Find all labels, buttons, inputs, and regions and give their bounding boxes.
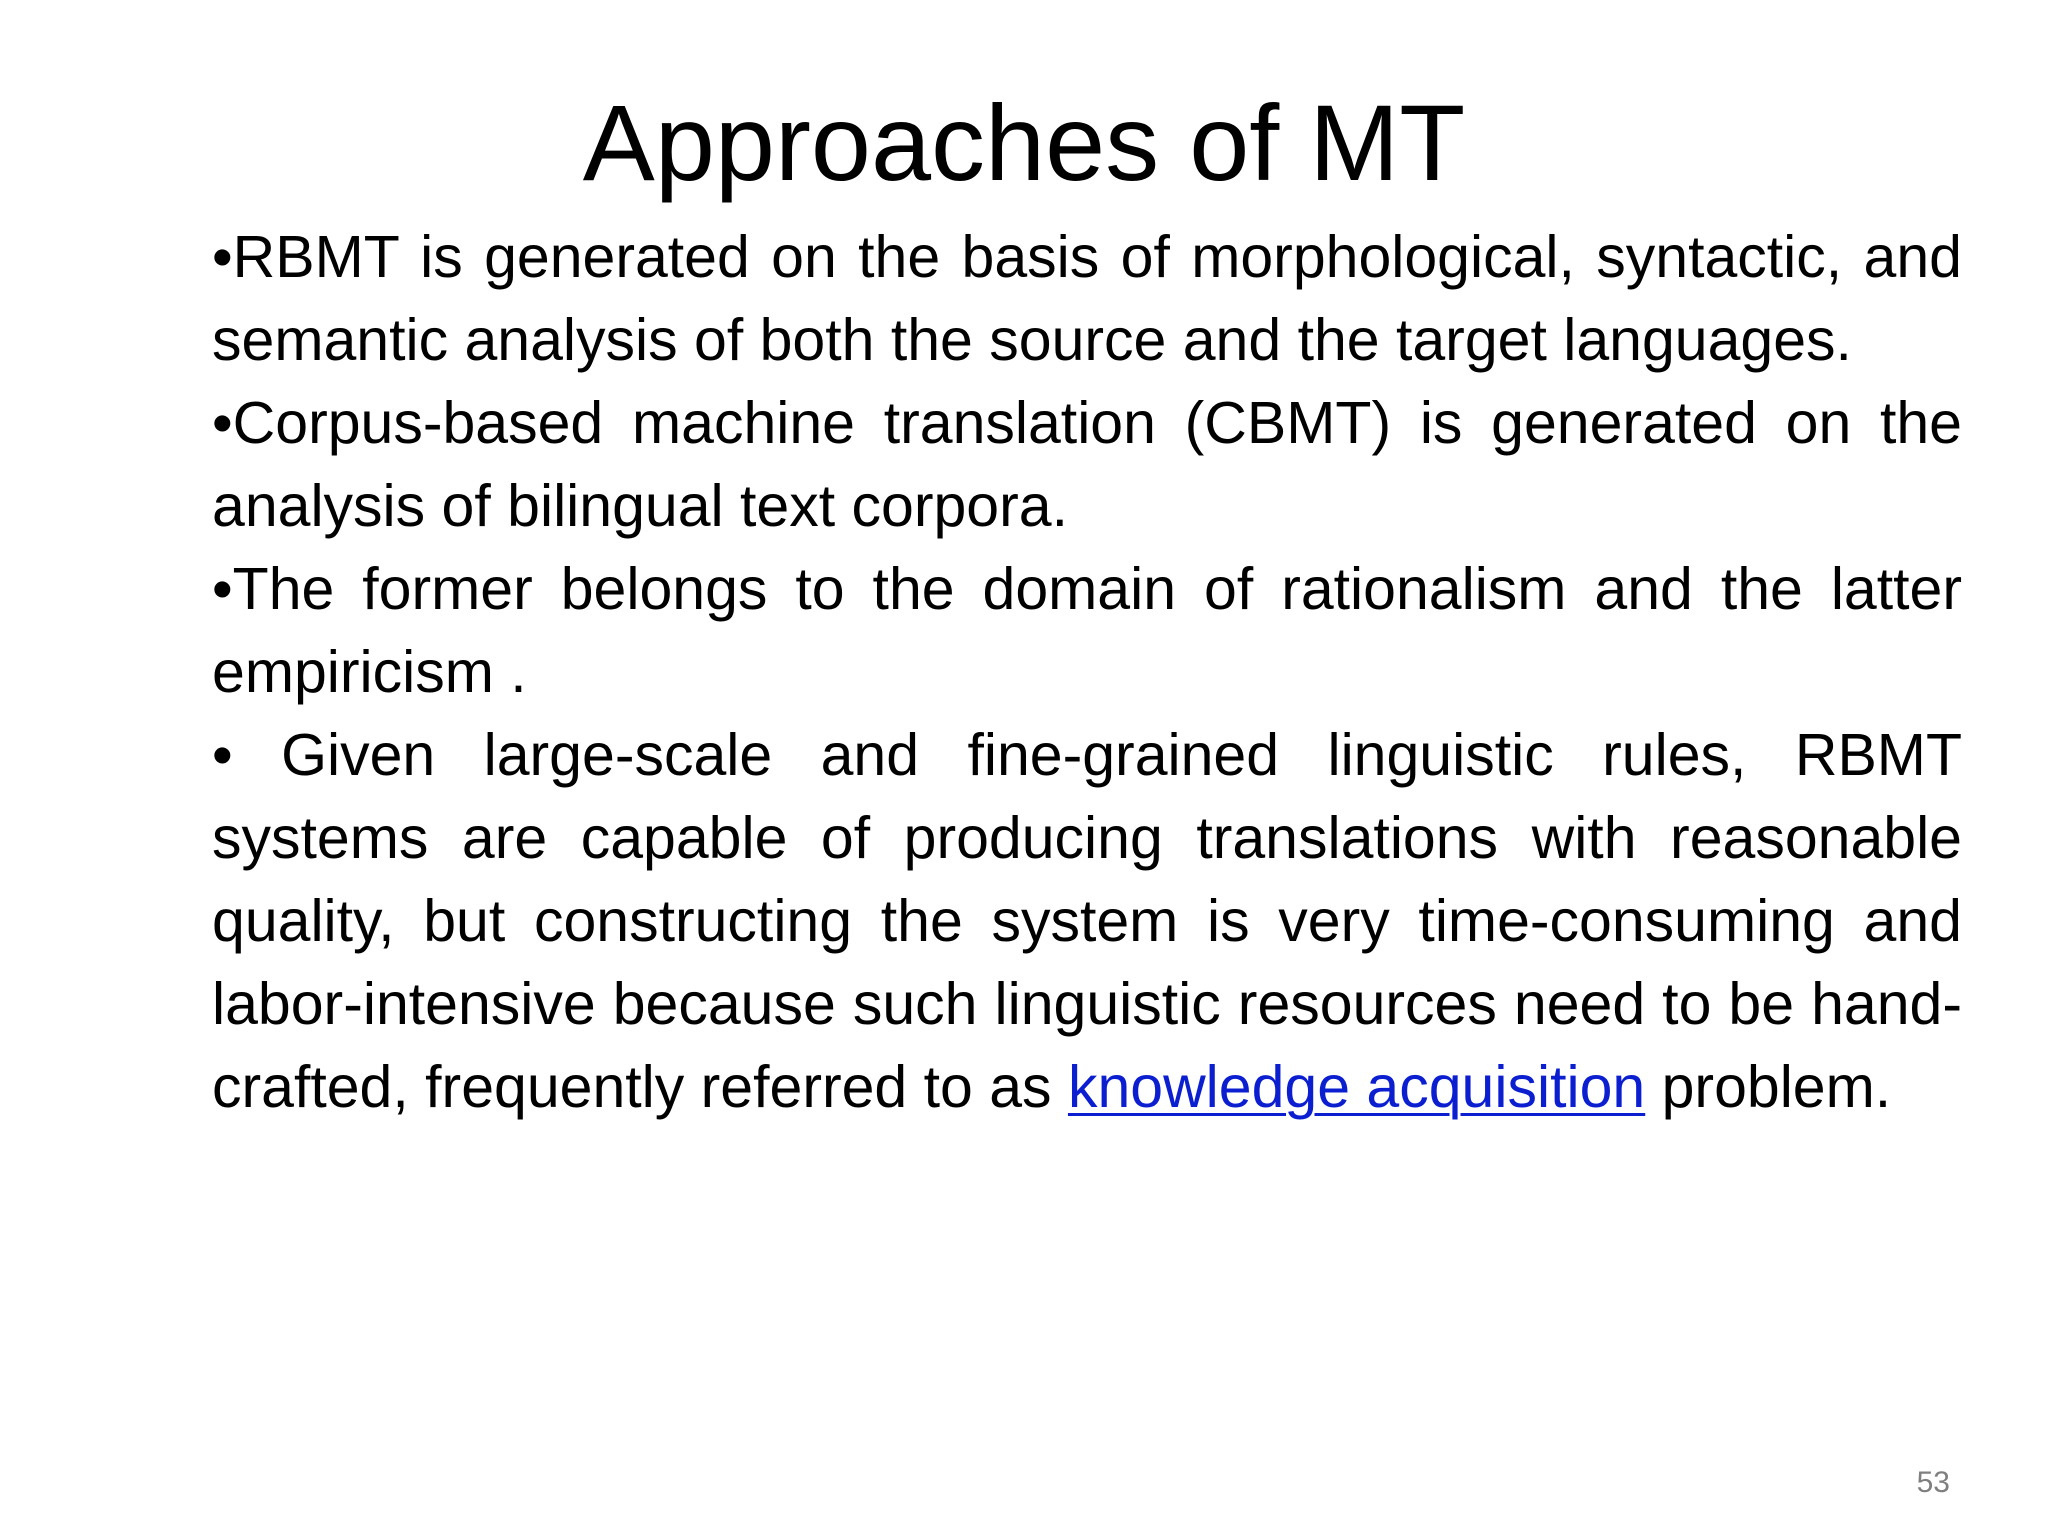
bullet-text: RBMT is generated on the basis of morphological, syntactic, and semantic analysis of both the source and the target languages. <box>212 224 1962 373</box>
slide-title: Approaches of MT <box>582 82 1466 203</box>
bullet-text-end: problem. <box>1645 1054 1892 1120</box>
page-number: 53 <box>1916 1466 1950 1499</box>
bullet-item-rationalism <box>212 548 1962 714</box>
bullet-icon: • <box>212 224 233 290</box>
bullet-item-cbmt <box>212 382 1962 548</box>
bullet-item-rbmt <box>212 216 1962 382</box>
bullet-text: Corpus-based machine translation (CBMT) is generated on the analysis of bilingual text corpora. <box>212 390 1962 539</box>
bullet-icon: • <box>212 722 282 788</box>
bullet-icon: • <box>212 556 233 622</box>
bullet-text: Given large-scale and fine-grained linguistic rules, RBMT systems are capable of producing translations with reasonable quality, but constructing the system is very time-consuming and labor-intensive because such linguistic resources need to be hand-crafted, frequently referred to as <box>212 722 1962 1120</box>
bullet-icon: • <box>212 390 233 456</box>
bullet-item-rules <box>212 714 1962 1129</box>
bullet-text: The former belongs to the domain of rationalism and the latter empiricism . <box>212 556 1962 705</box>
bullet-list <box>212 216 1962 1129</box>
knowledge-acquisition-link[interactable]: knowledge acquisition <box>1067 1054 1646 1120</box>
